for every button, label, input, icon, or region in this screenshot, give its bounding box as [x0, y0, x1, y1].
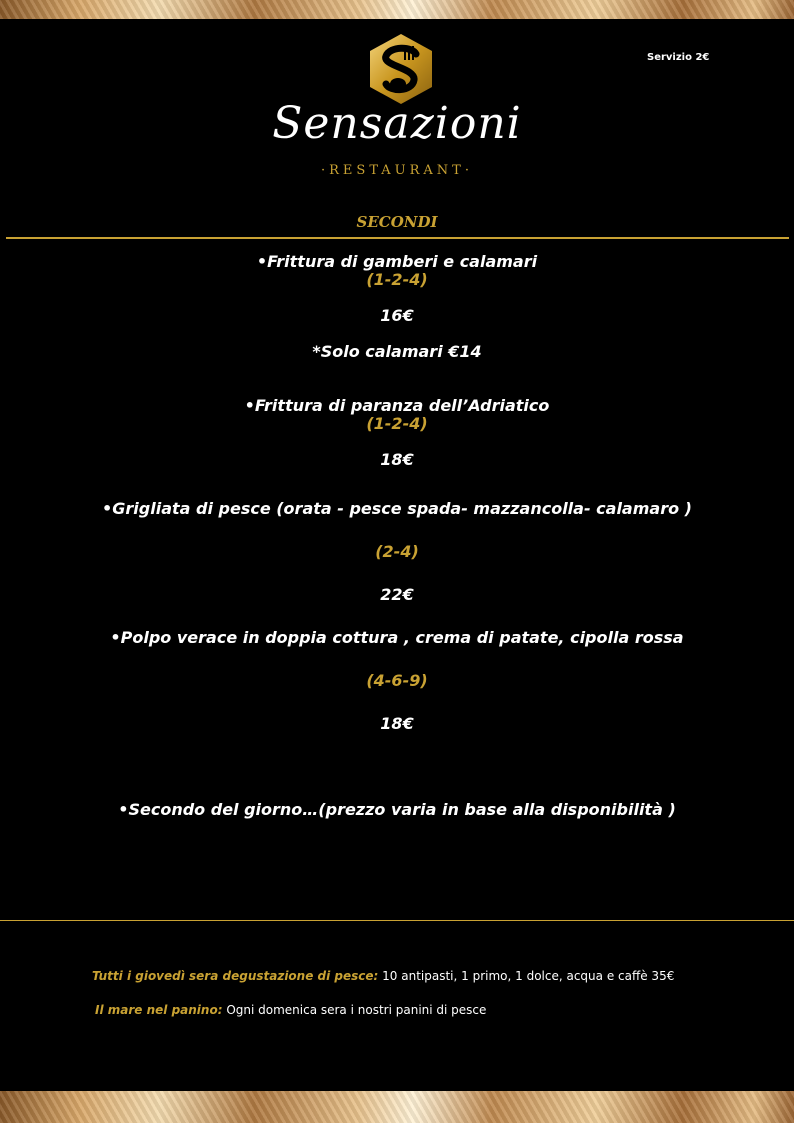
- footer-panino-label: Il mare nel panino:: [95, 1003, 223, 1017]
- footer-tasting-text: 10 antipasti, 1 primo, 1 dolce, acqua e caffè 35€: [378, 969, 675, 983]
- menu-line: •Frittura di paranza dell’Adriatico: [244, 396, 550, 415]
- footer-divider: [0, 920, 794, 921]
- allergen-codes: (4-6-9): [366, 671, 428, 690]
- footer-line-panino: [95, 1003, 486, 1017]
- bottom-gold-border: [0, 1091, 794, 1123]
- service-charge-note: Servizio 2€: [647, 52, 710, 63]
- menu-line: *Solo calamari €14: [312, 342, 482, 361]
- menu-line: •Polpo verace in doppia cottura , crema di patate, cipolla rossa: [110, 628, 684, 647]
- menu-line: •Grigliata di pesce (orata - pesce spada- mazzancolla- calamaro ): [102, 499, 692, 518]
- menu-line: •Frittura di gamberi e calamari: [256, 252, 538, 271]
- allergen-codes: (1-2-4): [366, 414, 428, 433]
- allergen-codes: (1-2-4): [366, 270, 428, 289]
- menu-line: 18€: [380, 714, 414, 733]
- menu-line: 22€: [380, 585, 414, 604]
- menu-line: •Secondo del giorno…(prezzo varia in base alla disponibilità ): [118, 800, 676, 819]
- restaurant-logo-subtitle: ·RESTAURANT·: [321, 163, 473, 178]
- menu-line: 16€: [380, 306, 414, 325]
- restaurant-logo-icon: [364, 32, 438, 106]
- menu-line: 18€: [380, 450, 414, 469]
- section-divider: [6, 237, 789, 239]
- restaurant-logo-script: Sensazioni: [272, 98, 522, 149]
- footer-tasting-label: Tutti i giovedì sera degustazione di pesce:: [92, 969, 379, 983]
- allergen-codes: (2-4): [375, 542, 419, 561]
- footer-panino-text: Ogni domenica sera i nostri panini di pesce: [222, 1003, 487, 1017]
- top-gold-border: [0, 0, 794, 19]
- footer-line-tasting: [92, 969, 674, 983]
- section-title: SECONDI: [356, 213, 438, 231]
